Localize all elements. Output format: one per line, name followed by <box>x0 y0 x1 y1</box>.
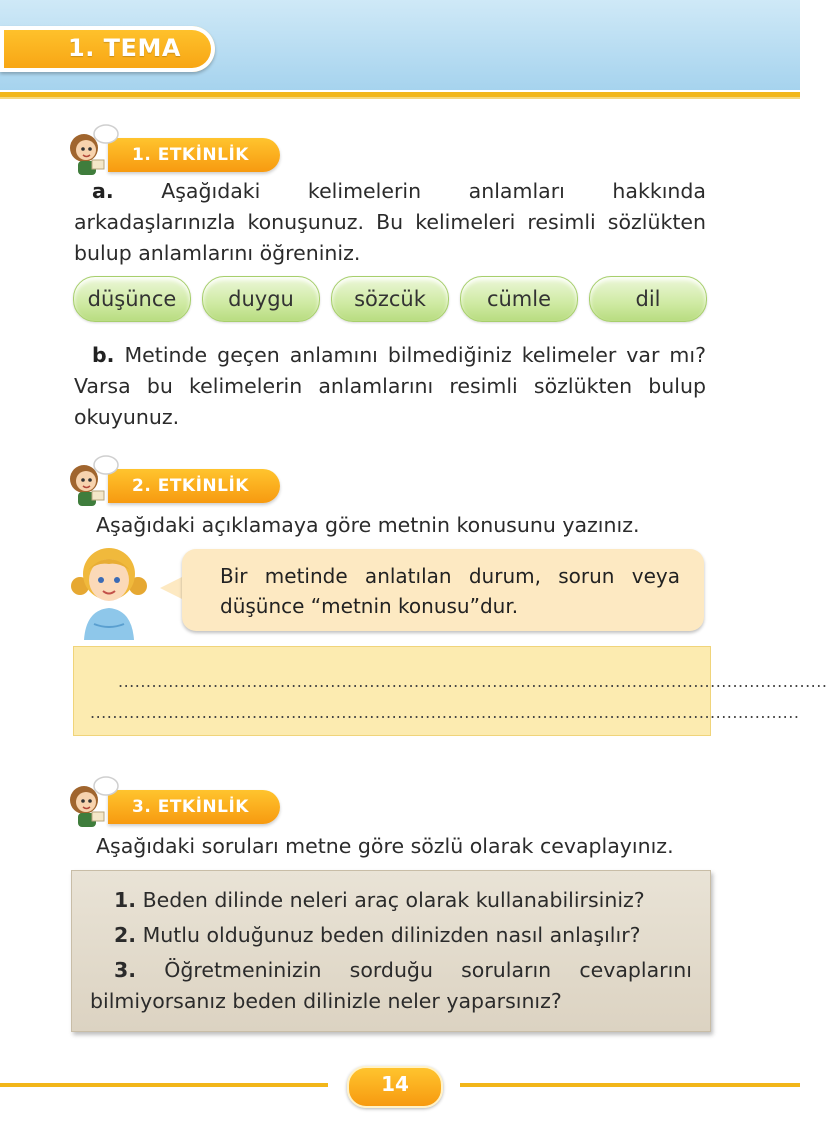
footer-rule-left <box>0 1083 328 1087</box>
word-pill: dil <box>589 276 707 322</box>
etkinlik-1-b-paragraph <box>74 340 706 433</box>
word-pill: sözcük <box>331 276 449 322</box>
marker-b: b. <box>92 343 115 367</box>
question-number: 3. <box>114 958 137 982</box>
etkinlik-1-a-paragraph <box>74 176 706 269</box>
marker-a: a. <box>92 179 114 203</box>
word-pill: cümle <box>460 276 578 322</box>
question-1 <box>114 885 690 916</box>
question-text: Öğretmeninizin sorduğu soruların cevaplarını bilmiyorsanız beden dilinizle neler yaparsınız? <box>90 958 692 1013</box>
etkinlik-2-heading <box>62 455 292 507</box>
etkinlik-1-heading <box>62 124 292 176</box>
header-rule <box>0 92 800 99</box>
etkinlik-3-instruction: Aşağıdaki soruları metne göre sözlü olarak cevaplayınız. <box>96 834 674 858</box>
bubble-tail <box>160 576 184 600</box>
answer-line-2[interactable]: ............................................................................................................................... <box>90 703 800 722</box>
definition-text: Bir metinde anlatılan durum, sorun veya düşünce “metnin konusu”dur. <box>220 564 680 618</box>
footer-rule-right <box>460 1083 800 1087</box>
word-pill: düşünce <box>73 276 191 322</box>
answer-line-1[interactable]: ............................................................................................................................... <box>118 672 827 691</box>
etkinlik-1-a-text: Aşağıdaki kelimelerin anlamları hakkında arkadaşlarınızla konuşunuz. Bu kelimeleri resimli sözlükten bulup anlamlarını öğreniniz. <box>74 179 706 265</box>
word-pill: duygu <box>202 276 320 322</box>
etkinlik-2-instruction: Aşağıdaki açıklamaya göre metnin konusunu yazınız. <box>96 513 640 537</box>
etkinlik-3-title: 3. ETKİNLİK <box>132 797 249 817</box>
girl-illustration-icon <box>66 540 152 640</box>
etkinlik-3-heading <box>62 776 292 828</box>
etkinlik-1-b-text: Metinde geçen anlamını bilmediğiniz kelimeler var mı? Varsa bu kelimelerin anlamlarını resimli sözlükten bulup okuyunuz. <box>74 343 706 429</box>
mascot-icon <box>62 124 122 180</box>
mascot-icon <box>62 776 122 832</box>
answer-box[interactable] <box>73 646 827 736</box>
question-2 <box>114 920 690 951</box>
question-text: Beden dilinde neleri araç olarak kullanabilirsiniz? <box>142 888 645 912</box>
question-number: 1. <box>114 888 137 912</box>
tema-label: 1. TEMA <box>68 34 181 62</box>
question-number: 2. <box>114 923 137 947</box>
question-3 <box>90 955 692 1017</box>
question-text: Mutlu olduğunuz beden dilinizden nasıl anlaşılır? <box>142 923 641 947</box>
mascot-icon <box>62 455 122 511</box>
page-number: 14 <box>381 1072 409 1096</box>
etkinlik-1-title: 1. ETKİNLİK <box>132 145 249 165</box>
etkinlik-2-title: 2. ETKİNLİK <box>132 476 249 496</box>
